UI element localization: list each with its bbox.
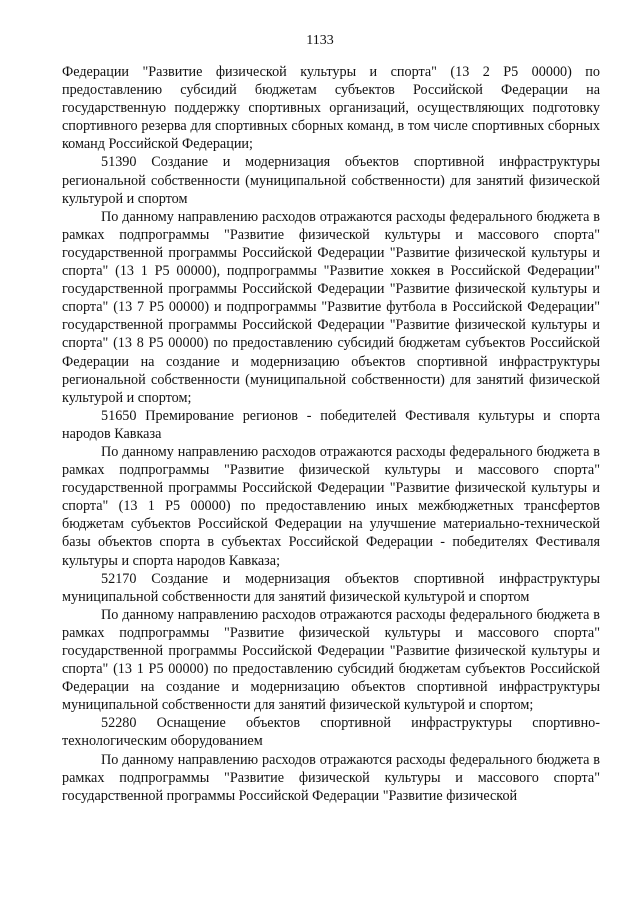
paragraph-body: По данному направлению расходов отражаются расходы федерального бюджета в рамках подпрограммы "Развитие физической культуры и массового спорта" государственной программы Российской Федерации "Развитие физической культуры и спорта" (13 1 Р5 00000) по предоставлению субсидий бюджетам субъектов Российской Федерации на создание и модернизацию объектов спортивной инфраструктуры муниципальной собственности для занятий физической культурой и спортом; bbox=[62, 606, 600, 714]
page-number: 1133 bbox=[306, 33, 334, 48]
paragraph-heading-51650: 51650 Премирование регионов - победителей Фестиваля культуры и спорта народов Кавказа bbox=[62, 407, 600, 442]
paragraph-heading-51390: 51390 Создание и модернизация объектов спортивной инфраструктуры региональной собственности (муниципальной собственности) для занятий физической культурой и спортом bbox=[62, 154, 600, 207]
paragraph-body: По данному направлению расходов отражаются расходы федерального бюджета в рамках подпрограммы "Развитие физической культуры и массового спорта" государственной программы Российской Федерации "Развитие физической культуры и спорта" (13 1 Р5 00000) по предоставлению иных межбюджетных трансфертов бюджетам субъектов Российской Федерации на улучшение материально-технической базы объектов спорта в субъектах Российской Федерации - победителях Фестиваля культуры и спорта народов Кавказа; bbox=[62, 443, 600, 569]
paragraph-heading-52280: 52280 Оснащение объектов спортивной инфраструктуры спортивно-технологическим оборудованием bbox=[62, 715, 600, 750]
paragraph-body: По данному направлению расходов отражаются расходы федерального бюджета в рамках подпрограммы "Развитие физической культуры и массового спорта" государственной программы Российской Федерации "Развитие физической культуры и спорта" (13 1 Р5 00000), подпрограммы "Развитие хоккея в Российской Федерации" государственной программы Российской Федерации "Развитие физической культуры и спорта" (13 7 Р5 00000) и подпрограммы "Развитие футбола в Российской Федерации" государственной программы Российской Федерации "Развитие физической культуры и спорта" (13 8 Р5 00000) по предоставлению субсидий бюджетам субъектов Российской Федерации на создание и модернизацию объектов спортивной инфраструктуры региональной собственности (муниципальной собственности) для занятий физической культурой и спортом; bbox=[62, 208, 600, 406]
document-body bbox=[62, 63, 600, 805]
paragraph-heading-52170: 52170 Создание и модернизация объектов спортивной инфраструктуры муниципальной собственности для занятий физической культурой и спортом bbox=[62, 570, 600, 605]
paragraph-continuation: Федерации "Развитие физической культуры и спорта" (13 2 Р5 00000) по предоставлению субсидий бюджетам субъектов Российской Федерации на государственную поддержку спортивных организаций, осуществляющих подготовку спортивного резерва для спортивных сборных команд, в том числе спортивных сборных команд Российской Федерации; bbox=[62, 64, 600, 153]
paragraph-body: По данному направлению расходов отражаются расходы федерального бюджета в рамках подпрограммы "Развитие физической культуры и массового спорта" государственной программы Российской Федерации "Развитие физической bbox=[62, 751, 600, 804]
